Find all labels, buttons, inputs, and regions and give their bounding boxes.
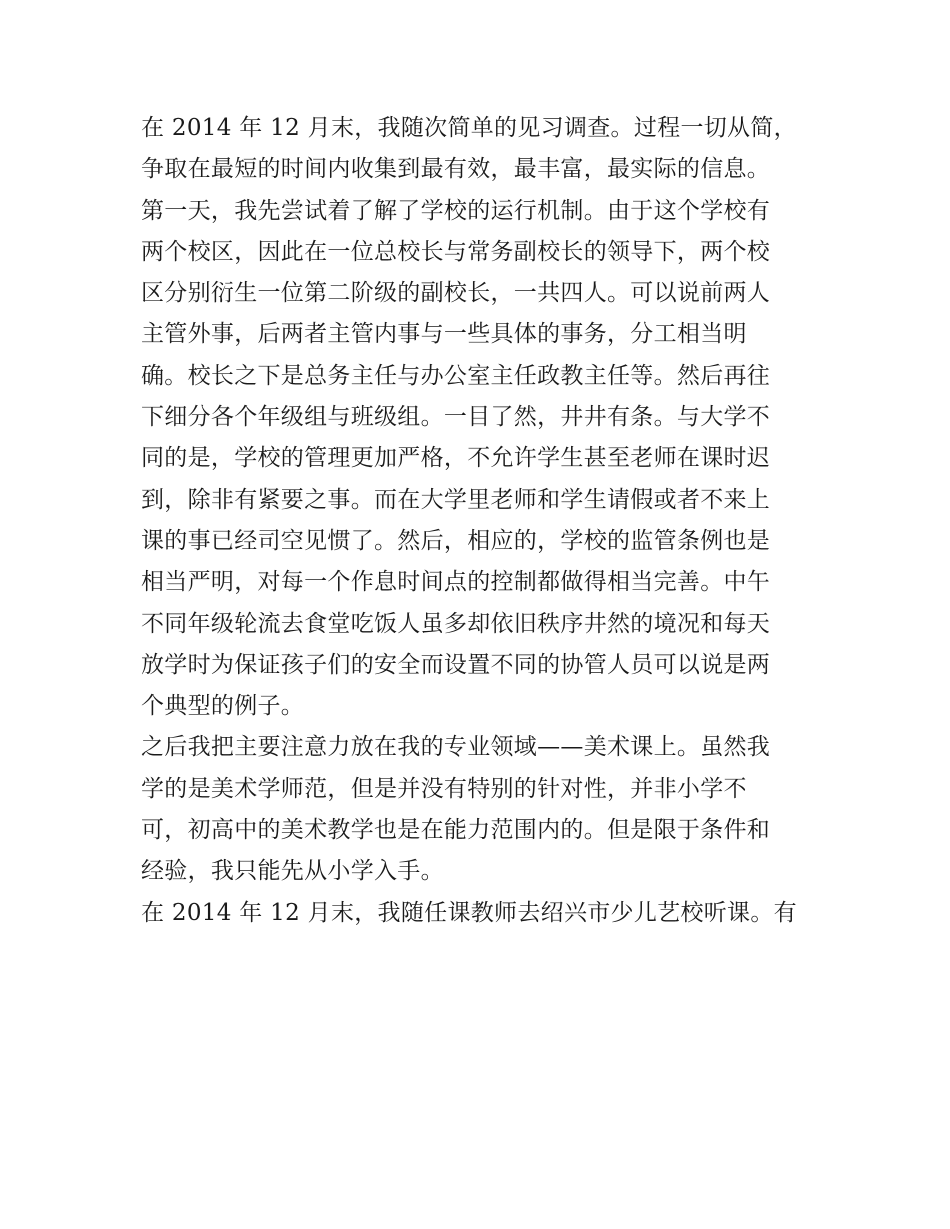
text-line: 到，除非有紧要之事。而在大学里老师和学生请假或者不来上	[141, 486, 771, 513]
text-line: 在 2014 年 12 月末，我随次简单的见习调查。过程一切从简，	[141, 115, 797, 141]
text-line: 学的是美术学师范，但是并没有特别的针对性，并非小学不	[141, 775, 747, 802]
text-line: 在 2014 年 12 月末，我随任课教师去绍兴市少儿艺校听课。有	[141, 899, 797, 926]
text-line: 不同年级轮流去食堂吃饭人虽多却依旧秩序井然的境况和每天	[141, 610, 771, 637]
text-line: 区分别衍生一位第二阶级的副校长，一共四人。可以说前两人	[141, 280, 771, 307]
paragraph-intro	[141, 108, 821, 191]
paragraph-art-school-visit	[141, 893, 821, 934]
text-line: 第一天，我先尝试着了解了学校的运行机制。由于这个学校有	[141, 197, 771, 224]
text-line: 同的是，学校的管理更加严格，不允许学生甚至老师在课时迟	[141, 445, 771, 472]
text-line: 之后我把主要注意力放在我的专业领域——美术课上。虽然我	[141, 734, 771, 761]
text-line: 主管外事，后两者主管内事与一些具体的事务，分工相当明	[141, 321, 747, 348]
text-line: 下细分各个年级组与班级组。一目了然，井井有条。与大学不	[141, 404, 771, 431]
text-line: 可，初高中的美术教学也是在能力范围内的。但是限于条件和	[141, 817, 771, 844]
text-line: 放学时为保证孩子们的安全而设置不同的协管人员可以说是两	[141, 651, 771, 678]
text-line: 两个校区，因此在一位总校长与常务副校长的领导下，两个校	[141, 238, 771, 265]
paragraph-art-focus	[141, 727, 821, 892]
paragraph-school-management	[141, 191, 821, 728]
text-line: 课的事已经司空见惯了。然后，相应的，学校的监管条例也是	[141, 527, 771, 554]
text-line: 确。校长之下是总务主任与办公室主任政教主任等。然后再往	[141, 362, 771, 389]
text-line: 经验，我只能先从小学入手。	[141, 858, 444, 885]
text-line: 争取在最短的时间内收集到最有效，最丰富，最实际的信息。	[141, 156, 771, 183]
text-line: 个典型的例子。	[141, 693, 305, 720]
document-body	[141, 108, 821, 934]
text-line: 相当严明，对每一个作息时间点的控制都做得相当完善。中午	[141, 569, 771, 596]
